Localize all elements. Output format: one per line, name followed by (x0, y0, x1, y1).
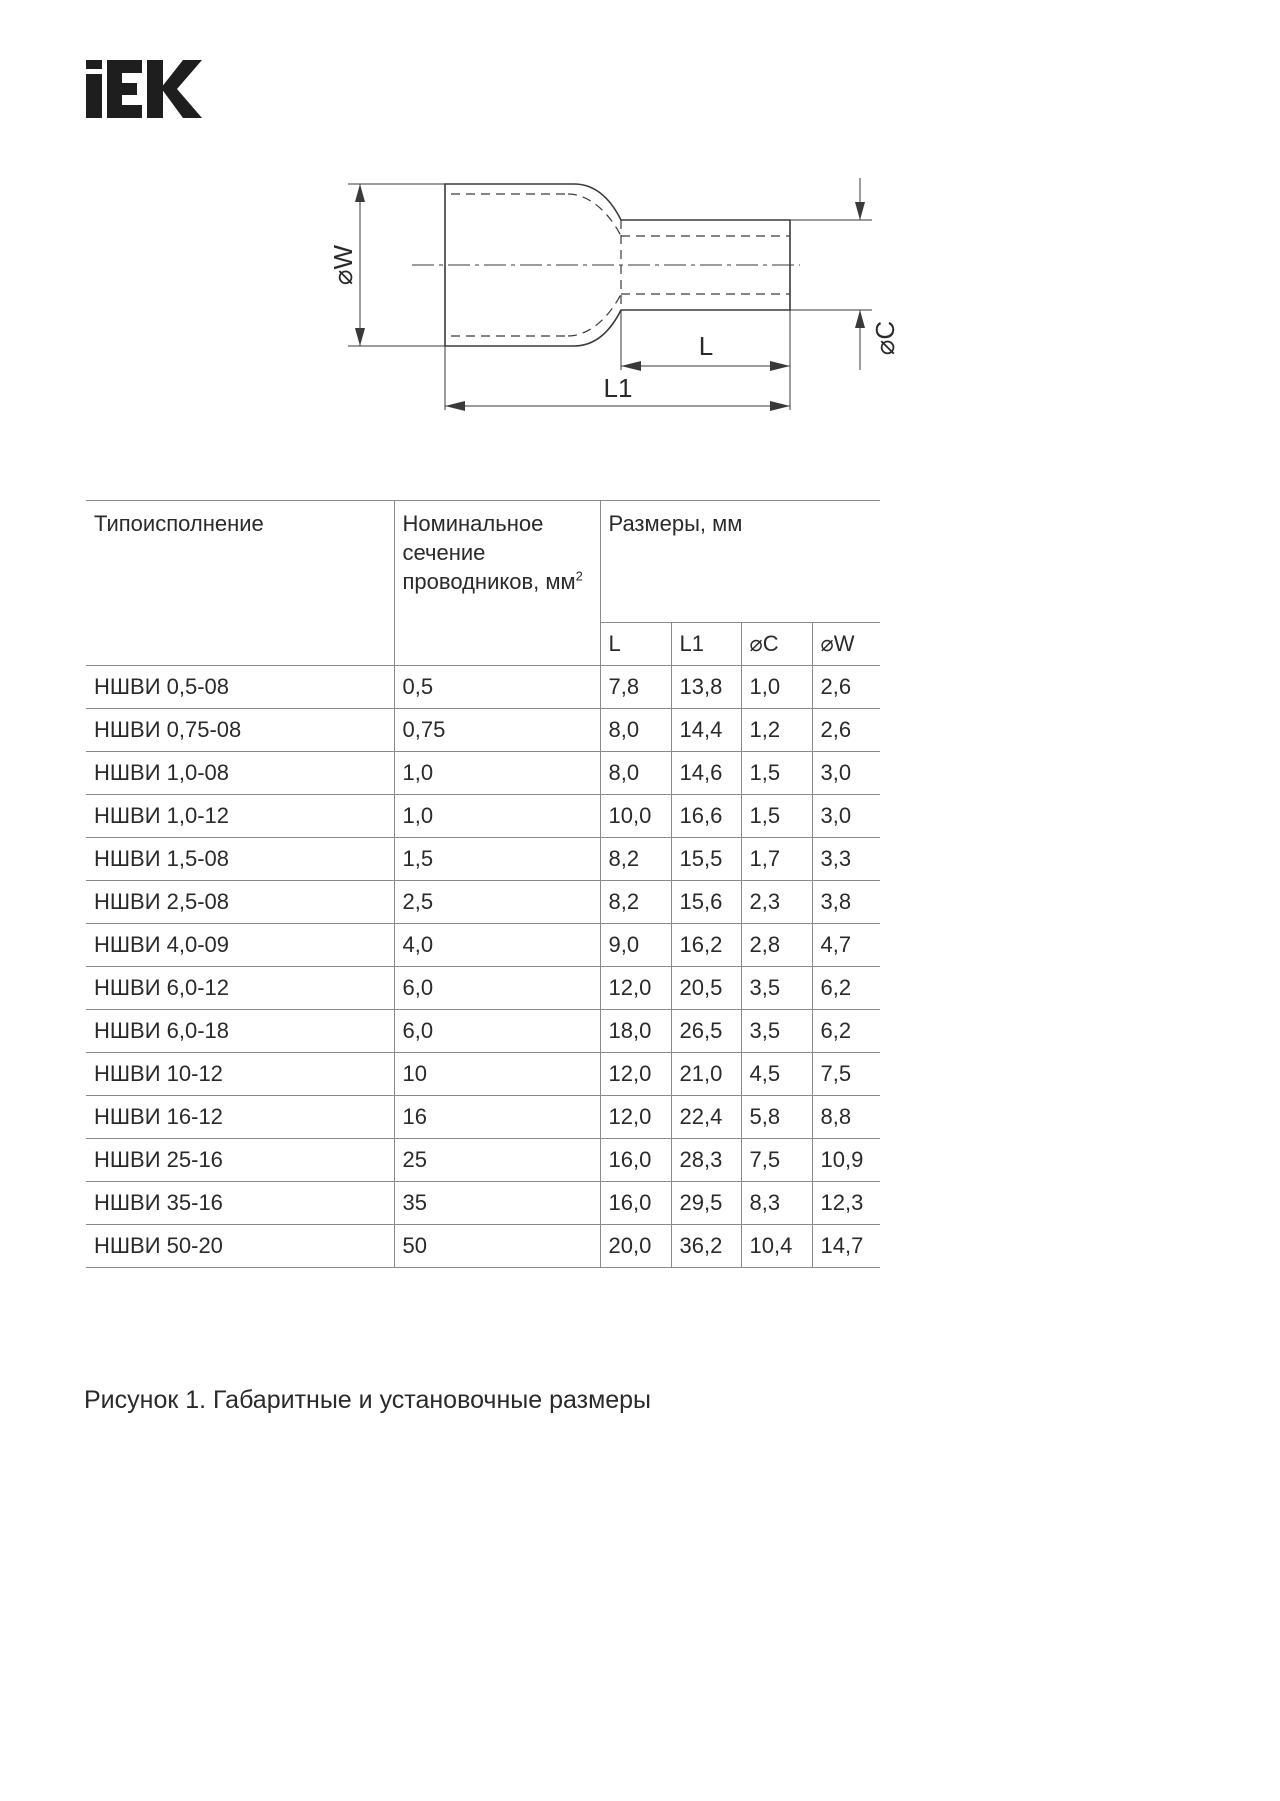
cell-type: НШВИ 1,5-08 (86, 838, 394, 881)
cell-l: 8,0 (600, 709, 671, 752)
cell-c: 5,8 (741, 1096, 812, 1139)
ferrule-drawing (320, 170, 900, 430)
cell-c: 1,5 (741, 795, 812, 838)
cell-c: 2,3 (741, 881, 812, 924)
cell-l: 16,0 (600, 1182, 671, 1225)
cell-l: 8,2 (600, 881, 671, 924)
cell-w: 8,8 (812, 1096, 880, 1139)
header-section-text: Номинальное сечение проводников, мм (402, 511, 576, 594)
cell-type: НШВИ 35-16 (86, 1182, 394, 1225)
header-section (394, 501, 600, 666)
cell-c: 7,5 (741, 1139, 812, 1182)
cell-l: 20,0 (600, 1225, 671, 1268)
cell-l: 12,0 (600, 967, 671, 1010)
cell-l: 10,0 (600, 795, 671, 838)
table-row (86, 709, 880, 752)
cell-c: 1,2 (741, 709, 812, 752)
table-body (86, 666, 880, 1268)
cell-l1: 28,3 (671, 1139, 741, 1182)
cell-l: 16,0 (600, 1139, 671, 1182)
figure-caption: Рисунок 1. Габаритные и установочные размеры (84, 1386, 652, 1414)
cell-type: НШВИ 10-12 (86, 1053, 394, 1096)
cell-l1: 22,4 (671, 1096, 741, 1139)
cell-section: 16 (394, 1096, 600, 1139)
cell-w: 6,2 (812, 967, 880, 1010)
cell-w: 6,2 (812, 1010, 880, 1053)
cell-c: 2,8 (741, 924, 812, 967)
cell-w: 4,7 (812, 924, 880, 967)
cell-section: 35 (394, 1182, 600, 1225)
cell-type: НШВИ 25-16 (86, 1139, 394, 1182)
cell-type: НШВИ 1,0-12 (86, 795, 394, 838)
table-row (86, 924, 880, 967)
cell-section: 0,5 (394, 666, 600, 709)
dimensions-table (86, 500, 880, 1268)
cell-type: НШВИ 6,0-12 (86, 967, 394, 1010)
header-c: ⌀C (741, 623, 812, 666)
cell-l1: 13,8 (671, 666, 741, 709)
header-type: Типоисполнение (86, 501, 394, 666)
header-w: ⌀W (812, 623, 880, 666)
table-row (86, 1139, 880, 1182)
cell-type: НШВИ 16-12 (86, 1096, 394, 1139)
cell-l: 12,0 (600, 1053, 671, 1096)
table-row (86, 881, 880, 924)
cell-type: НШВИ 0,5-08 (86, 666, 394, 709)
table-row (86, 795, 880, 838)
dimension-label-w: ⌀W (328, 244, 358, 286)
cell-w: 12,3 (812, 1182, 880, 1225)
dimension-label-l1: L1 (603, 373, 633, 403)
table-row (86, 1010, 880, 1053)
header-l: L (600, 623, 671, 666)
cell-l1: 29,5 (671, 1182, 741, 1225)
cell-w: 14,7 (812, 1225, 880, 1268)
dimension-label-c: ⌀C (870, 320, 900, 356)
cell-w: 3,0 (812, 752, 880, 795)
cell-l: 9,0 (600, 924, 671, 967)
cell-w: 3,8 (812, 881, 880, 924)
table-row (86, 1096, 880, 1139)
cell-l1: 20,5 (671, 967, 741, 1010)
cell-w: 2,6 (812, 666, 880, 709)
cell-w: 7,5 (812, 1053, 880, 1096)
cell-l: 8,0 (600, 752, 671, 795)
table-row (86, 1053, 880, 1096)
cell-section: 1,5 (394, 838, 600, 881)
cell-c: 3,5 (741, 1010, 812, 1053)
cell-section: 10 (394, 1053, 600, 1096)
cell-l1: 26,5 (671, 1010, 741, 1053)
cell-type: НШВИ 50-20 (86, 1225, 394, 1268)
cell-l1: 14,6 (671, 752, 741, 795)
cell-section: 1,0 (394, 752, 600, 795)
cell-section: 6,0 (394, 967, 600, 1010)
cell-c: 1,0 (741, 666, 812, 709)
cell-section: 25 (394, 1139, 600, 1182)
cell-section: 1,0 (394, 795, 600, 838)
cell-c: 3,5 (741, 967, 812, 1010)
table-row (86, 1182, 880, 1225)
table-row (86, 1225, 880, 1268)
header-l1: L1 (671, 623, 741, 666)
cell-type: НШВИ 0,75-08 (86, 709, 394, 752)
cell-c: 1,7 (741, 838, 812, 881)
cell-l1: 14,4 (671, 709, 741, 752)
cell-section: 50 (394, 1225, 600, 1268)
cell-type: НШВИ 4,0-09 (86, 924, 394, 967)
cell-w: 3,0 (812, 795, 880, 838)
cell-l: 12,0 (600, 1096, 671, 1139)
cell-c: 4,5 (741, 1053, 812, 1096)
cell-l1: 36,2 (671, 1225, 741, 1268)
table-row (86, 666, 880, 709)
cell-l1: 15,5 (671, 838, 741, 881)
header-dimensions: Размеры, мм (600, 501, 880, 623)
cell-section: 6,0 (394, 1010, 600, 1053)
cell-type: НШВИ 1,0-08 (86, 752, 394, 795)
cell-l: 7,8 (600, 666, 671, 709)
cell-type: НШВИ 2,5-08 (86, 881, 394, 924)
cell-section: 4,0 (394, 924, 600, 967)
cell-w: 2,6 (812, 709, 880, 752)
dimension-label-l: L (698, 331, 714, 361)
cell-w: 10,9 (812, 1139, 880, 1182)
cell-l: 8,2 (600, 838, 671, 881)
cell-section: 2,5 (394, 881, 600, 924)
table-row (86, 967, 880, 1010)
cell-l1: 16,2 (671, 924, 741, 967)
header-section-sup: 2 (575, 568, 583, 584)
cell-c: 1,5 (741, 752, 812, 795)
iek-logo (86, 60, 202, 118)
cell-l1: 21,0 (671, 1053, 741, 1096)
cell-section: 0,75 (394, 709, 600, 752)
cell-w: 3,3 (812, 838, 880, 881)
cell-type: НШВИ 6,0-18 (86, 1010, 394, 1053)
table-row (86, 752, 880, 795)
cell-l1: 16,6 (671, 795, 741, 838)
table-row (86, 838, 880, 881)
cell-l1: 15,6 (671, 881, 741, 924)
cell-l: 18,0 (600, 1010, 671, 1053)
cell-c: 8,3 (741, 1182, 812, 1225)
cell-c: 10,4 (741, 1225, 812, 1268)
